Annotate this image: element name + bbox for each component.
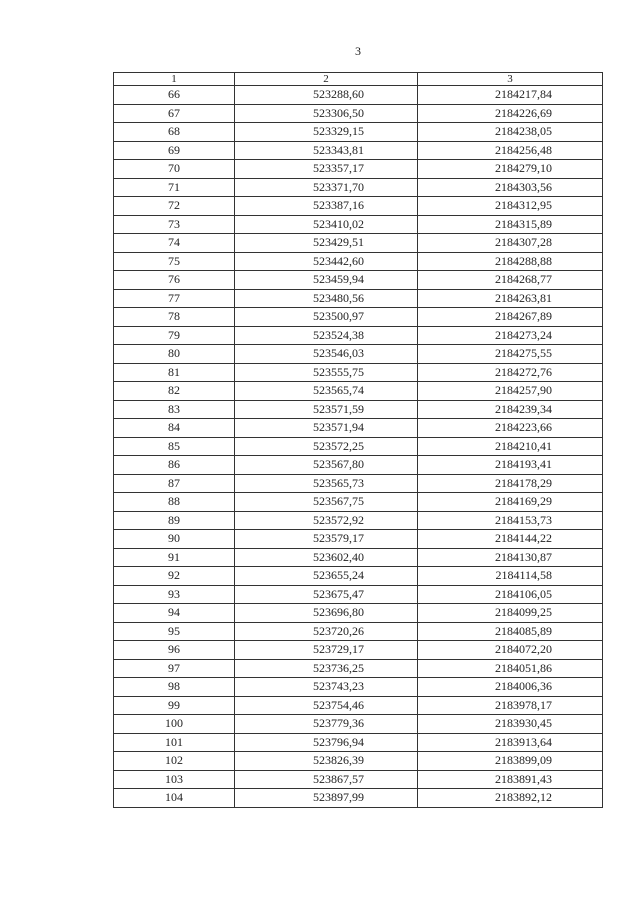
y-coordinate-cell: 2184268,77 [418, 271, 603, 290]
x-coordinate-cell: 523442,60 [235, 252, 418, 271]
x-coordinate-cell: 523546,03 [235, 345, 418, 364]
y-coordinate-cell: 2184238,05 [418, 123, 603, 142]
x-coordinate-cell: 523459,94 [235, 271, 418, 290]
y-coordinate-cell: 2184239,34 [418, 400, 603, 419]
x-coordinate-cell: 523867,57 [235, 770, 418, 789]
y-coordinate-cell: 2184303,56 [418, 178, 603, 197]
point-number-cell: 79 [114, 326, 235, 345]
table-row [114, 752, 603, 771]
x-coordinate-cell: 523826,39 [235, 752, 418, 771]
point-number-cell: 91 [114, 548, 235, 567]
x-coordinate-cell: 523897,99 [235, 789, 418, 808]
table-row [114, 511, 603, 530]
x-coordinate-cell: 523572,25 [235, 437, 418, 456]
point-number-cell: 94 [114, 604, 235, 623]
point-number-cell: 71 [114, 178, 235, 197]
point-number-cell: 96 [114, 641, 235, 660]
column-header-1: 1 [114, 73, 235, 86]
point-number-cell: 82 [114, 382, 235, 401]
y-coordinate-cell: 2183913,64 [418, 733, 603, 752]
table-row [114, 604, 603, 623]
table-header-row [114, 73, 603, 86]
table-row [114, 548, 603, 567]
x-coordinate-cell: 523343,81 [235, 141, 418, 160]
y-coordinate-cell: 2183891,43 [418, 770, 603, 789]
table-row [114, 345, 603, 364]
x-coordinate-cell: 523387,16 [235, 197, 418, 216]
point-number-cell: 75 [114, 252, 235, 271]
y-coordinate-cell: 2183892,12 [418, 789, 603, 808]
point-number-cell: 101 [114, 733, 235, 752]
table-row [114, 715, 603, 734]
table-row [114, 530, 603, 549]
x-coordinate-cell: 523579,17 [235, 530, 418, 549]
x-coordinate-cell: 523754,46 [235, 696, 418, 715]
x-coordinate-cell: 523743,23 [235, 678, 418, 697]
table-row [114, 585, 603, 604]
y-coordinate-cell: 2184106,05 [418, 585, 603, 604]
point-number-cell: 95 [114, 622, 235, 641]
x-coordinate-cell: 523736,25 [235, 659, 418, 678]
x-coordinate-cell: 523371,70 [235, 178, 418, 197]
coordinates-table [113, 72, 603, 808]
x-coordinate-cell: 523729,17 [235, 641, 418, 660]
x-coordinate-cell: 523572,92 [235, 511, 418, 530]
y-coordinate-cell: 2184223,66 [418, 419, 603, 438]
y-coordinate-cell: 2184272,76 [418, 363, 603, 382]
y-coordinate-cell: 2184307,28 [418, 234, 603, 253]
y-coordinate-cell: 2184256,48 [418, 141, 603, 160]
x-coordinate-cell: 523500,97 [235, 308, 418, 327]
table-row [114, 659, 603, 678]
point-number-cell: 67 [114, 104, 235, 123]
y-coordinate-cell: 2184130,87 [418, 548, 603, 567]
x-coordinate-cell: 523288,60 [235, 86, 418, 105]
point-number-cell: 78 [114, 308, 235, 327]
x-coordinate-cell: 523480,56 [235, 289, 418, 308]
table-row [114, 215, 603, 234]
y-coordinate-cell: 2184114,58 [418, 567, 603, 586]
table-row [114, 789, 603, 808]
y-coordinate-cell: 2184275,55 [418, 345, 603, 364]
point-number-cell: 88 [114, 493, 235, 512]
x-coordinate-cell: 523565,73 [235, 474, 418, 493]
point-number-cell: 103 [114, 770, 235, 789]
table-row [114, 696, 603, 715]
x-coordinate-cell: 523602,40 [235, 548, 418, 567]
y-coordinate-cell: 2184072,20 [418, 641, 603, 660]
table-row [114, 197, 603, 216]
point-number-cell: 89 [114, 511, 235, 530]
column-header-3: 3 [418, 73, 603, 86]
x-coordinate-cell: 523675,47 [235, 585, 418, 604]
y-coordinate-cell: 2184006,36 [418, 678, 603, 697]
y-coordinate-cell: 2184193,41 [418, 456, 603, 475]
page-number: 3 [355, 44, 361, 58]
table-row [114, 678, 603, 697]
table-row [114, 437, 603, 456]
x-coordinate-cell: 523555,75 [235, 363, 418, 382]
point-number-cell: 98 [114, 678, 235, 697]
point-number-cell: 93 [114, 585, 235, 604]
table-row [114, 326, 603, 345]
point-number-cell: 73 [114, 215, 235, 234]
table-row [114, 641, 603, 660]
table-row [114, 160, 603, 179]
point-number-cell: 66 [114, 86, 235, 105]
point-number-cell: 74 [114, 234, 235, 253]
table-row [114, 456, 603, 475]
table-row [114, 141, 603, 160]
point-number-cell: 80 [114, 345, 235, 364]
table-row [114, 733, 603, 752]
table-row [114, 252, 603, 271]
table-row [114, 289, 603, 308]
table-row [114, 363, 603, 382]
table-row [114, 493, 603, 512]
y-coordinate-cell: 2184217,84 [418, 86, 603, 105]
point-number-cell: 92 [114, 567, 235, 586]
x-coordinate-cell: 523796,94 [235, 733, 418, 752]
x-coordinate-cell: 523696,80 [235, 604, 418, 623]
point-number-cell: 83 [114, 400, 235, 419]
x-coordinate-cell: 523524,38 [235, 326, 418, 345]
y-coordinate-cell: 2184267,89 [418, 308, 603, 327]
y-coordinate-cell: 2183899,09 [418, 752, 603, 771]
y-coordinate-cell: 2184315,89 [418, 215, 603, 234]
point-number-cell: 85 [114, 437, 235, 456]
table-row [114, 400, 603, 419]
y-coordinate-cell: 2183930,45 [418, 715, 603, 734]
point-number-cell: 100 [114, 715, 235, 734]
x-coordinate-cell: 523429,51 [235, 234, 418, 253]
point-number-cell: 99 [114, 696, 235, 715]
y-coordinate-cell: 2184288,88 [418, 252, 603, 271]
y-coordinate-cell: 2184312,95 [418, 197, 603, 216]
y-coordinate-cell: 2184257,90 [418, 382, 603, 401]
y-coordinate-cell: 2184273,24 [418, 326, 603, 345]
y-coordinate-cell: 2184226,69 [418, 104, 603, 123]
x-coordinate-cell: 523306,50 [235, 104, 418, 123]
y-coordinate-cell: 2184178,29 [418, 474, 603, 493]
point-number-cell: 102 [114, 752, 235, 771]
point-number-cell: 69 [114, 141, 235, 160]
point-number-cell: 84 [114, 419, 235, 438]
y-coordinate-cell: 2184051,86 [418, 659, 603, 678]
x-coordinate-cell: 523565,74 [235, 382, 418, 401]
point-number-cell: 76 [114, 271, 235, 290]
point-number-cell: 81 [114, 363, 235, 382]
table-body [114, 86, 603, 808]
table-row [114, 474, 603, 493]
x-coordinate-cell: 523571,59 [235, 400, 418, 419]
x-coordinate-cell: 523779,36 [235, 715, 418, 734]
y-coordinate-cell: 2184263,81 [418, 289, 603, 308]
x-coordinate-cell: 523567,80 [235, 456, 418, 475]
x-coordinate-cell: 523655,24 [235, 567, 418, 586]
table-row [114, 86, 603, 105]
x-coordinate-cell: 523567,75 [235, 493, 418, 512]
y-coordinate-cell: 2184210,41 [418, 437, 603, 456]
table-row [114, 382, 603, 401]
y-coordinate-cell: 2184085,89 [418, 622, 603, 641]
y-coordinate-cell: 2184144,22 [418, 530, 603, 549]
table-row [114, 271, 603, 290]
point-number-cell: 87 [114, 474, 235, 493]
point-number-cell: 72 [114, 197, 235, 216]
y-coordinate-cell: 2184153,73 [418, 511, 603, 530]
x-coordinate-cell: 523571,94 [235, 419, 418, 438]
table-row [114, 104, 603, 123]
point-number-cell: 70 [114, 160, 235, 179]
point-number-cell: 90 [114, 530, 235, 549]
table-row [114, 419, 603, 438]
table-row [114, 178, 603, 197]
point-number-cell: 86 [114, 456, 235, 475]
y-coordinate-cell: 2184169,29 [418, 493, 603, 512]
table-row [114, 234, 603, 253]
table-row [114, 308, 603, 327]
table-row [114, 622, 603, 641]
table-row [114, 123, 603, 142]
table-row [114, 567, 603, 586]
x-coordinate-cell: 523357,17 [235, 160, 418, 179]
y-coordinate-cell: 2184099,25 [418, 604, 603, 623]
x-coordinate-cell: 523410,02 [235, 215, 418, 234]
point-number-cell: 68 [114, 123, 235, 142]
y-coordinate-cell: 2184279,10 [418, 160, 603, 179]
table-row [114, 770, 603, 789]
point-number-cell: 77 [114, 289, 235, 308]
x-coordinate-cell: 523329,15 [235, 123, 418, 142]
x-coordinate-cell: 523720,26 [235, 622, 418, 641]
point-number-cell: 97 [114, 659, 235, 678]
column-header-2: 2 [235, 73, 418, 86]
y-coordinate-cell: 2183978,17 [418, 696, 603, 715]
point-number-cell: 104 [114, 789, 235, 808]
